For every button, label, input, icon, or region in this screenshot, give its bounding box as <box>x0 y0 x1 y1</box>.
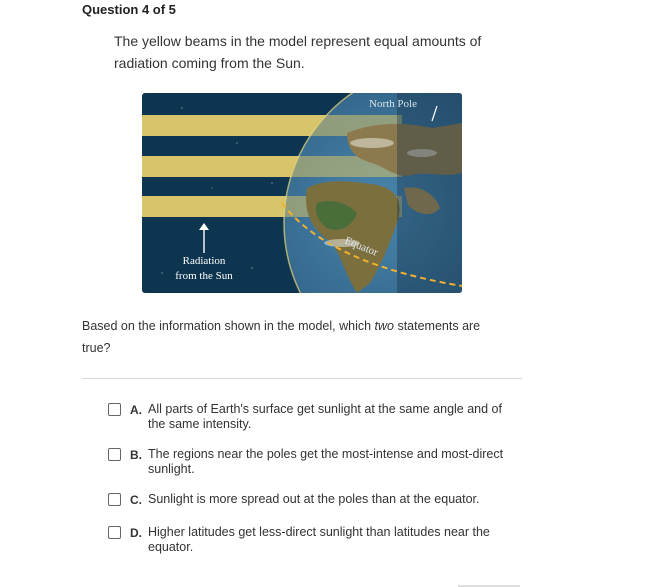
option-text: Sunlight is more spread out at the poles than at the equator. <box>148 492 480 506</box>
prompt-text-before: Based on the information shown in the model, which <box>82 319 375 333</box>
option-letter: D. <box>130 526 142 540</box>
checkbox-c[interactable] <box>108 493 121 506</box>
checkbox-d[interactable] <box>108 526 121 539</box>
radiation-label-line2: from the Sun <box>175 270 233 282</box>
earth-radiation-diagram <box>142 93 462 293</box>
checkbox-a[interactable] <box>108 403 121 416</box>
question-intro: The yellow beams in the model represent equal amounts of radiation coming from the Sun. <box>114 33 482 71</box>
question-number: Question 4 of 5 <box>82 2 176 17</box>
north-pole-label: North Pole <box>369 98 417 110</box>
sunlight-model-figure <box>142 93 462 293</box>
prompt-text-after: statements are true? <box>82 319 481 355</box>
prompt-emphasis: two <box>374 319 394 333</box>
option-letter: A. <box>130 403 142 417</box>
option-text: All parts of Earth's surface get sunlight at the same angle and of the same intensity. <box>148 402 502 431</box>
option-text: Higher latitudes get less-direct sunlight than latitudes near the equator. <box>148 525 490 554</box>
option-letter: B. <box>130 448 142 462</box>
option-letter: C. <box>130 493 142 507</box>
divider <box>82 378 522 379</box>
checkbox-b[interactable] <box>108 448 121 461</box>
option-text: The regions near the poles get the most-intense and most-direct sunlight. <box>148 447 504 476</box>
radiation-label-line1: Radiation <box>182 255 226 267</box>
question-prompt <box>82 315 512 359</box>
equator-label: Equator <box>342 234 380 259</box>
